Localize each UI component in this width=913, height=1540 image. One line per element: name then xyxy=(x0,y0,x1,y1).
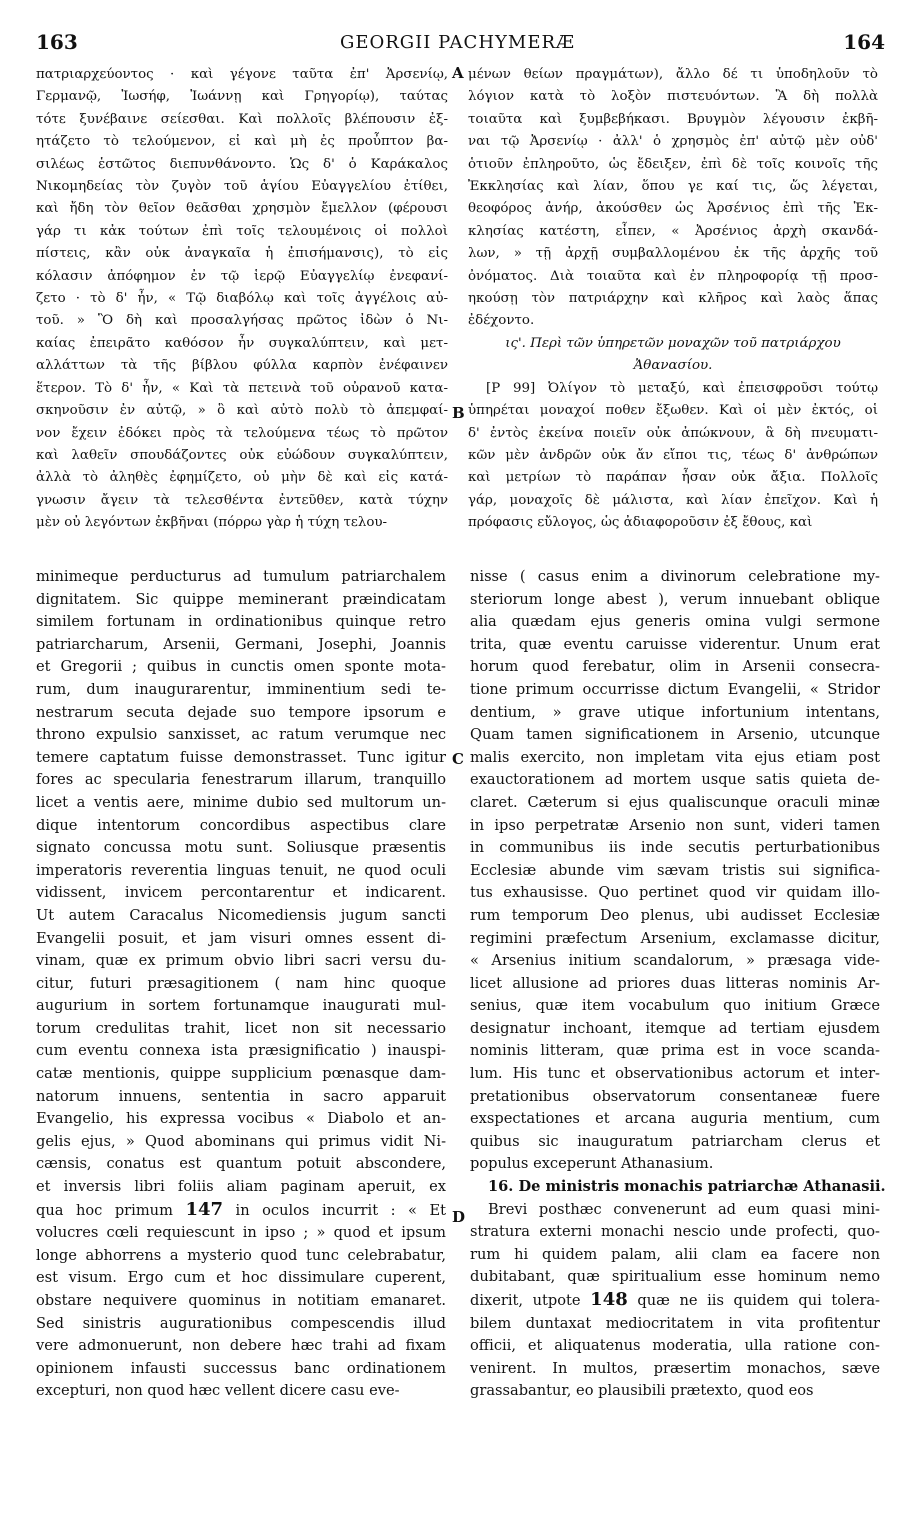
text-line: licet a ventis aere, minime dubio sed multorum un- xyxy=(36,793,446,811)
text-line: nominis litteram, quæ prima est in voce scanda- xyxy=(470,1042,880,1060)
text-line: ἐδέχοντο. xyxy=(468,313,535,329)
text-line: dubitabant, quæ spiritualium esse hominum nemo xyxy=(470,1268,880,1286)
text-line: Brevi posthæc convenerunt ad eum quasi mini- xyxy=(488,1200,880,1218)
text-line: exspectationes et arcana auguria mentium, cum xyxy=(470,1110,880,1128)
text-line: gelis ejus, » Quod abominans qui primus vidit Ni- xyxy=(36,1132,446,1150)
text-line: πατριαρχεύοντος · καὶ γέγονε ταῦτα ἐπ' Ἀρσενίῳ, xyxy=(36,67,448,82)
text-line: cænsis, conatus est quantum potuit abscondere, xyxy=(36,1155,446,1173)
text-line: πίστεις, κἂν οὐκ ἀναγκαῖα ἡ ἐπισήμανσις), τὸ εἰς xyxy=(36,246,448,262)
text-line: ζετο · τὸ δ' ἦν, « Τῷ διαβόλῳ καὶ τοῖς ἀγγέλοις αὐ- xyxy=(36,291,448,307)
folio-number: 147 xyxy=(185,1198,224,1220)
greek-chapter-heading-name: Ἀθανασίου. xyxy=(633,358,713,374)
text-line: signato concussa motu sunt. Soliusque præsentis xyxy=(36,839,446,857)
text-line: καὶ μετρίων τὸ παράπαν ἦσαν οὐκ ἄξια. Πολλοῖς xyxy=(468,470,878,486)
text-line: excepturi, non quod hæc vellent dicere casu eve- xyxy=(36,1382,400,1400)
text-line: catæ mentionis, quippe supplicium pœnasque dam- xyxy=(36,1065,446,1083)
text-line: γνωσιν ἄγειν τὰ τελεσθέντα ἐντεῦθεν, κατὰ τύχην xyxy=(36,492,448,508)
text-line: dique intentorum concordibus aspectibus clare xyxy=(36,816,446,834)
text-line: σιλέως ἑστῶτος διεπυνθάνοντο. Ὡς δ' ὁ Καράκαλος xyxy=(36,156,448,172)
text-line: throno expulsio sanxisset, ac ratum verumque nec xyxy=(36,726,446,744)
text-line: σκηνοῦσιν ἐν αὐτῷ, » ὃ καὶ αὐτὸ πολὺ τὸ ἀπεμφαί- xyxy=(36,403,448,419)
text-line: patriarcharum, Arsenii, Germani, Josephi, Joannis xyxy=(36,635,446,653)
text-line: in communibus iis inde secutis perturbationibus xyxy=(470,839,880,857)
text-line: τότε ξυνέβαινε σείεσθαι. Καὶ πολλοῖς βλέπουσιν ἐξ- xyxy=(36,111,448,127)
text-line: καίας ἐπειρᾶτο καθόσον ἦν συγκαλύπτειν, καὶ μετ- xyxy=(36,335,448,351)
text-line: minimeque perducturus ad tumulum patriarchalem xyxy=(36,568,446,585)
text-line: qua hoc primum 147 in oculos incurrit : « Et xyxy=(36,1198,446,1220)
text-line: in ipso perpetratæ Arsenio non sunt, videri tamen xyxy=(470,816,880,834)
text-line: ἕτερον. Τὸ δ' ἦν, « Καὶ τὰ πετεινὰ τοῦ οὐρανοῦ κατα- xyxy=(36,380,448,396)
text-line: λόγιον κατὰ τὸ λοξὸν πιστευόντων. Ἃ δὴ πολλὰ xyxy=(468,89,878,105)
text-line: « Arsenius initium scandalorum, » præsaga vide- xyxy=(470,952,880,970)
text-line: ὁτιοῦν ἐπληροῦτο, ὡς ἔδειξεν, ἐπὶ δὲ τοῖς κοινοῖς τῆς xyxy=(468,156,878,172)
text-line: temere captatum fuisse demonstrasset. Tunc igitur xyxy=(36,748,446,766)
text-line: τοιαῦτα καὶ ξυμβεβήκασι. Βρυγμὸν λέγουσιν ἐκβῆ- xyxy=(468,111,878,127)
text-line: λων, » τῇ ἀρχῇ συμβαλλομένου ἐκ τῆς ἀρχῆς τοῦ xyxy=(468,246,878,262)
text-line: designatur inchoant, itemque ad tertiam ejusdem xyxy=(470,1019,880,1037)
text-line: citur, futuri præsagitionem ( nam hinc quoque xyxy=(36,974,446,992)
text-line: Ecclesiæ abunde vim sævam tristis sui significa- xyxy=(470,861,880,879)
text-line: volucres cœli requiescunt in ipso ; » quod et ipsum xyxy=(36,1224,446,1242)
margin-marker-b: B xyxy=(452,404,465,422)
page-header xyxy=(30,30,885,58)
text-line: cum eventu connexa ista præsignificatio ) inauspi- xyxy=(36,1042,446,1060)
text-line: dignitatem. Sic quippe meminerant præindicatam xyxy=(36,590,446,608)
text-line: horum quod ferebatur, olim in Arsenii consecra- xyxy=(470,658,880,676)
text-line: est visum. Ergo cum et hoc dissimulare cuperent, xyxy=(36,1269,446,1287)
text-line: ηκούσῃ τὸν πατριάρχην καὶ κλῆρος καὶ λαὸς ἅπας xyxy=(468,291,878,307)
text-line: αλλάττων τὰ τῆς βίβλου φύλλα καρπὸν ἐνέφαινεν xyxy=(36,358,448,374)
text-line: ἀλλὰ τὸ ἀληθὲς ἐφημίζετο, οὐ μὴν δὲ καὶ εἰς κατά- xyxy=(36,470,448,486)
text-line: trita, quæ eventu caruisse viderentur. Unum erat xyxy=(470,635,880,653)
text-line: Sed sinistris augurationibus compescendis illud xyxy=(36,1314,446,1332)
text-line: γάρ τι κἀκ τούτων ἐπὶ τοῖς τελουμένοις οἱ πολλοὶ xyxy=(36,223,448,239)
text-line: δ' ἐντὸς ἐκείνα ποιεῖν οὐκ ἀπώκνουν, ἃ δὴ πνευματι- xyxy=(468,425,878,441)
text-line: πρόφασις εὔλογος, ὡς ἀδιαφοροῦσιν ἐξ ἔθους, καὶ xyxy=(468,515,813,531)
text-line: tus exhausisse. Quo pertinet quod vir quidam illo- xyxy=(470,884,880,902)
text-line: Γερμανῷ, Ἰωσήφ, Ἰωάννῃ καὶ Γρηγορίῳ), ταύτας xyxy=(36,89,448,105)
text-line: καὶ λαθεῖν σπουδάζοντες οὐκ εὐώδουν συγκαλύπτειν, xyxy=(36,447,448,463)
text-line: et Gregorii ; quibus in cunctis omen sponte mota- xyxy=(36,658,446,676)
text-line: alia quædam ejus generis omina vulgi sermone xyxy=(470,613,880,631)
margin-marker-a: A xyxy=(452,64,464,82)
text-line: Νικομηδείας τὸν ζυγὸν τοῦ ἁγίου Εὐαγγελίου ἐτίθει, xyxy=(36,179,448,195)
text-line: grassabantur, eo plausibili prætexto, quod eos xyxy=(470,1382,814,1400)
latin-right-paragraph-2 xyxy=(470,1199,880,1403)
text-line: imperatoris reverentia linguas tenuit, ne quod oculi xyxy=(36,861,446,879)
latin-text-left-column xyxy=(36,566,446,1403)
text-line: similem fortunam in ordinationibus quinque retro xyxy=(36,613,446,631)
text-line: ὑπηρέται μοναχοί ποθεν ἔξωθεν. Καὶ οἱ μὲν ἐκτός, οἱ xyxy=(468,403,878,419)
text-line: τοῦ. » Ὃ δὴ καὶ προσαλγήσας πρῶτος ἰδὼν ὁ Νι- xyxy=(36,313,448,329)
text-line: natorum innuens, sententia in sacro apparuit xyxy=(36,1087,446,1105)
text-line: pretationibus observatorum consentaneæ fuere xyxy=(470,1087,880,1105)
margin-marker-d: D xyxy=(452,1208,466,1226)
text-line: exauctorationem ad mortem usque satis quieta de- xyxy=(470,771,880,789)
text-line: μένων θείων πραγμάτων), ἄλλο δέ τι ὑποδηλοῦν τὸ xyxy=(468,67,878,82)
text-line: dentium, » grave utique infortunium intentans, xyxy=(470,703,880,721)
text-line: κῶν μὲν ἀνδρῶν οὐκ ἄν εἴποι τις, τέως δ' ἀνθρώπων xyxy=(468,447,878,463)
text-line: vidissent, invicem percontarentur et indicarent. xyxy=(36,884,446,902)
margin-marker-c: C xyxy=(452,750,464,768)
text-line: μὲν οὐ λεγόντων ἐκβῆναι (πόρρω γὰρ ἡ τύχη τελου- xyxy=(36,515,388,531)
text-line: rum temporum Deo plenus, ubi audisset Ecclesiæ xyxy=(470,906,880,924)
text-line: vinam, quæ ex primum obvio libri sacri versu du- xyxy=(36,952,446,970)
text-line: nestrarum secuta dejade suo tempore ipsorum e xyxy=(36,703,446,721)
text-line: Ἐκκλησίας καὶ λίαν, ὅπου γε καί τις, ὥς λέγεται, xyxy=(468,179,878,195)
text-line: torum credulitas trahit, licet non sit necessario xyxy=(36,1019,446,1037)
text-line: tione primum occurrisse dictum Evangelii, « Stridor xyxy=(470,680,880,698)
text-line: θεοφόρος ἀνήρ, ἀκούσθεν ὡς Ἀρσένιος ἐπὶ τῆς Ἐκ- xyxy=(468,201,878,217)
greek-right-paragraph-2 xyxy=(468,378,878,535)
text-line: ητάζετο τὸ τελούμενον, εἰ καὶ μὴ ἐς προὖπτον βα- xyxy=(36,134,448,150)
text-line: lum. His tunc et observationibus actorum et inter- xyxy=(470,1065,880,1083)
greek-text-right-column xyxy=(468,64,878,535)
text-line: claret. Cæterum si ejus qualiscunque oraculi minæ xyxy=(470,793,880,811)
text-line: dixerit, utpote 148 quæ ne iis quidem qui tolera- xyxy=(470,1289,880,1310)
text-line: officii, et aliquatenus moderatia, ulla ratione con- xyxy=(470,1337,880,1355)
folio-number: 148 xyxy=(590,1289,628,1310)
text-line: bilem duntaxat mediocritatem in vita profitentur xyxy=(470,1314,880,1332)
text-line: venirent. In multos, præsertim monachos, sæve xyxy=(470,1359,880,1377)
text-line: νον ἔχειν ἐδόκει πρὸς τὰ τελούμενα τέως τὸ πρῶτον xyxy=(36,425,448,441)
text-line: malis exercito, non impletam vita ejus etiam post xyxy=(470,748,880,766)
greek-text-left-column xyxy=(36,64,448,535)
text-line: rum, dum inaugurarentur, imminentium sedi te- xyxy=(36,680,446,698)
text-line: Quam tamen significationem in Arsenio, utcunque xyxy=(470,726,880,744)
text-line: obstare nequivere quominus in notitiam emanaret. xyxy=(36,1292,446,1309)
greek-right-paragraph-1 xyxy=(468,64,878,333)
text-line: ὀνόματος. Διὰ τοιαῦτα καὶ ἐν πληροφορίᾳ τῇ προσ- xyxy=(468,268,878,284)
text-line: rum hi quidem palam, alii clam ea facere non xyxy=(470,1245,880,1263)
text-line: opinionem infausti successus banc ordinationem xyxy=(36,1359,446,1377)
text-line: licet allusione ad priores duas litteras nominis Ar- xyxy=(470,974,880,992)
greek-chapter-heading: ις'. Περὶ τῶν ὑπηρετῶν μοναχῶν τοῦ πατριάρχου xyxy=(505,335,841,351)
text-line: steriorum longe abest ), verum innuebant oblique xyxy=(470,590,880,608)
text-line: κόλασιν ἀπόφημον ἐν τῷ ἱερῷ Εὐαγγελίῳ ἐνεφανί- xyxy=(36,268,448,284)
text-line: nisse ( casus enim a divinorum celebratione my- xyxy=(470,568,880,585)
text-line: fores ac specularia fenestrarum illarum, tranquillo xyxy=(36,771,446,789)
latin-text-right-column xyxy=(470,566,886,1403)
page-number-left: 163 xyxy=(36,30,78,54)
latin-chapter-heading: 16. De ministris monachis patriarchæ Athanasii. xyxy=(488,1178,886,1196)
text-line: et inversis libri foliis aliam paginam aperuit, ex xyxy=(36,1178,446,1196)
text-line: augurium in sortem fortunamque inaugurati mul- xyxy=(36,997,446,1015)
text-line: γάρ, μοναχοῖς δὲ μάλιστα, καὶ λίαν ἐπεῖχον. Καὶ ἡ xyxy=(468,492,878,508)
text-line: senius, quæ item vocabulum quo initium Græce xyxy=(470,997,880,1015)
page-number-right: 164 xyxy=(843,30,885,54)
text-line: stratura externi monachi nescio unde profecti, quo- xyxy=(470,1223,880,1241)
text-line: longe abhorrens a mysterio quod tunc celebrabatur, xyxy=(36,1246,446,1264)
text-line: καὶ ἤδη τὸν θεῖον θεᾶσθαι χρησμὸν ἔμελλον (φέρουσι xyxy=(36,201,448,217)
text-line: ναι τῷ Ἀρσενίῳ · ἀλλ' ὁ χρησμὸς ἐπ' αὐτῷ μὲν οὐδ' xyxy=(468,134,878,150)
text-line: κλησίας κατέστη, εἶπεν, « Ἀρσένιος ἀρχὴ σκανδά- xyxy=(468,223,878,239)
text-line: populus exceperunt Athanasium. xyxy=(470,1155,714,1173)
latin-right-paragraph-1 xyxy=(470,566,880,1176)
text-line: [P 99] Ὀλίγον τὸ μεταξύ, καὶ ἐπεισφροῦσι τούτῳ xyxy=(486,380,878,396)
text-line: Evangelio, his expressa vocibus « Diabolo et an- xyxy=(36,1110,446,1128)
text-line: vere admonuerunt, non debere hæc trahi ad fixam xyxy=(36,1337,446,1355)
text-line: regimini præfectum Arsenium, exclamasse dicitur, xyxy=(470,929,880,947)
text-line: Ut autem Caracalus Nicomediensis jugum sancti xyxy=(36,906,446,924)
text-line: Evangelii posuit, et jam visuri omnes essent di- xyxy=(36,929,446,947)
running-title: GEORGII PACHYMERÆ xyxy=(339,32,576,53)
text-line: quibus sic inauguratum patriarcham clerus et xyxy=(470,1132,880,1150)
